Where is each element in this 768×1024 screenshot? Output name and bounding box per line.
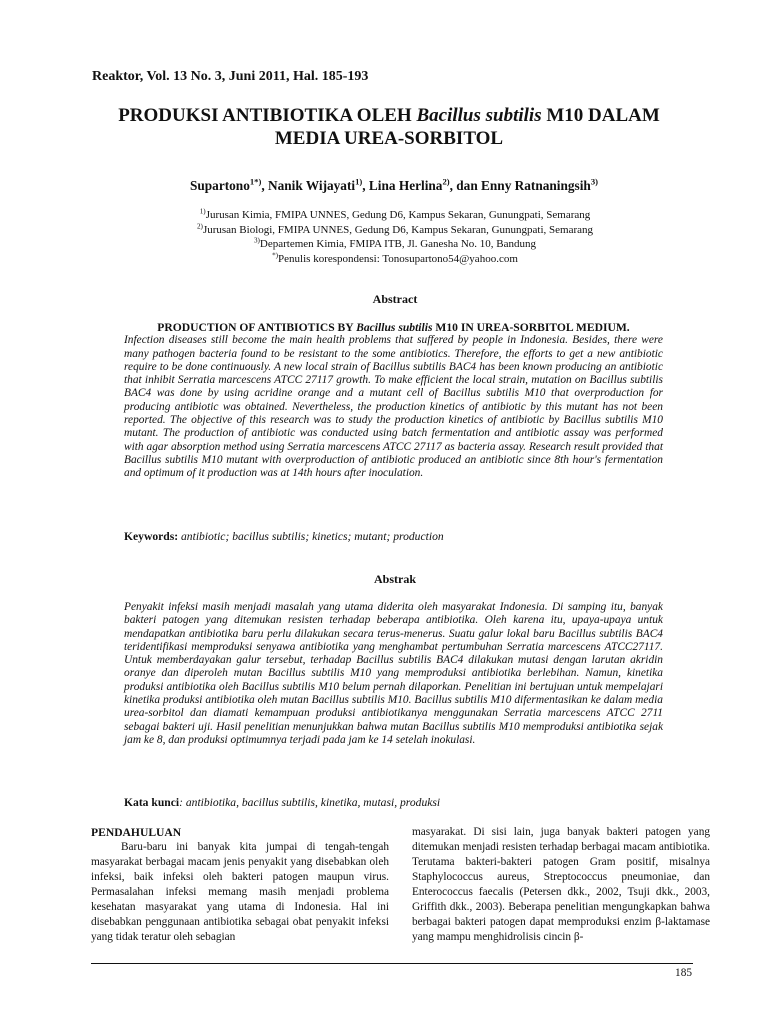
author: Supartono$^{1*)}$, [189,176,268,193]
keywords: Keywords: antibiotic; bacillus subtilis; kinetics; mutant; production [124,530,444,543]
abstract-title: PRODUCTION OF ANTIBIOTICS BY Bacillus subtilis M10 IN UREA-SORBITOL MEDIUM. [157,321,630,334]
abstrak-body: Penyakit infeksi masih menjadi masalah yang utama diderita oleh masyarakat Indonesia. Di samping itu, banyak bakteri patogen yang ditemukan resisten terhadap beberapa antibiotika. Oleh karena itu, upaya-upaya untuk mendapatkan antibiotika baru perlu dilakukan secara terus-menerus. Suatu galur lokal baru Bacillus subtilis BAC4 teridentifikasi memproduksi senyawa antibiotika yang menghambat pertumbuhan Serratia marcescens ATCC27117. Untuk memberdayakan galur tersebut, terhadap Bacillus subtilis BAC4 dilakukan mutasi dengan larutan akridin oranye dan diperoleh mutan Bacillus subtilis M10 yang memproduksi antibiotika berlebihan. Namun, kinetika produksi antibiotika oleh Bacillus subtilis M10 belum pernah dilaporkan. Penelitian ini bertujuan untuk mempelajari kinetika produksi antibiotika oleh mutan Bacillus subtilis M10. Bacillus subtilis M10 difermentasikan ke dalam media urea-sorbitol dan diamati kemampuan produksi antibiotikanya menggunakan Serratia marcescens ATCC 2711 sebagai bakteri uji. Hasil penelitian menunjukkan bahwa mutan Bacillus subtilis M10 memproduksi antibiotika sejak jam ke 8, dan produksi optimumnya terjadi pada jam ke 14 setelah inokulasi. [124,601,663,746]
page-number: 185 [675,967,692,979]
abstrak-heading: Abstrak [373,572,416,586]
author-list [80,178,708,194]
affiliation: $^{1)}$Jurusan Kimia, FMIPA UNNES, Gedung D6, Kampus Sekaran, Gunungpati, Semarang [199,207,591,221]
paper-title [80,104,698,150]
affiliation: $^{2)}$Jurusan Biologi, FMIPA UNNES, Gedung D6, Kampus Sekaran, Gunungpati, Semarang [196,221,594,236]
intro-right-text: masyarakat. Di sisi lain, juga banyak bakteri patogen yang ditemukan menjadi resisten terhadap berbagai macam antibiotika. Terutama bakteri-bakteri patogen Gram positif, misalnya Staphylococcus aureus, Streptococcus pneumoniae, dan Enterococcus faecalis (Petersen dkk., 2002, Tsuji dkk., 2003, Griffith dkk., 2003). Beberapa penelitian mengungkapkan bahwa berbagai bakteri patogen dapat memproduksi enzim β-laktamase yang mampu menghidrolisis cincin β- [412,826,710,943]
abstract-block [124,321,663,481]
affiliations [90,208,700,266]
affiliation-corresponding: *)Penulis korespondensi: Tonosupartono54@yahoo.com [272,251,518,265]
title-line-2: MEDIA UREA-SORBITOL [274,128,504,149]
intro-heading: PENDAHULUAN [91,826,182,839]
kata-kunci: Kata kunci: antibiotika, bacillus subtilis, kinetika, mutasi, produksi [124,796,441,809]
title-line-1: PRODUKSI ANTIBIOTIKA OLEH Bacillus subtilis M10 DALAM [118,105,660,126]
affiliation: $^{3)}$Departemen Kimia, FMIPA ITB, Jl. Ganesha No. 10, Bandung [253,236,537,251]
author: Lina Herlina$^{2)}$, dan [368,176,482,193]
intro-left-column [91,825,389,945]
intro-left-text: Baru-baru ini banyak kita jumpai di tengah-tengah masyarakat berbagai macam jenis penyakit yang disebabkan oleh infeksi, baik infeksi oleh bakteri patogen maupun virus. Permasalahan infeksi memang masih menjadi problema kesehatan masyarakat yang utama di Indonesia. Hal ini disebabkan penggunaan antibiotika sebagai obat penyakit infeksi yang tidak teratur oleh sebagian [91,841,389,943]
abstract-body: Infection diseases still become the main health problems that suffered by people in Indonesia. Besides, there were many pathogen bacteria found to be resistant to the some antibiotics. Therefore, the efforts to get a new antibiotic require to be done continuously. A new local strain of Bacillus subtilis BAC4 has been known producing an antibiotic that inhibit Serratia marcescens ATCC 27117 growth. To make efficient the local strain, mutation on Bacillus subtilis BAC4 was done by using acridine orange and a mutant cell of Bacillus subtilis M10 that overproduction for producing antibiotic was obtained. Nevertheless, the production kinetics of antibiotic by this mutant has not been reported. The objective of this research was to study the production kinetics of antibiotic by Bacillus subtilis M10 mutant. The production of antibiotic was conducted using batch fermentation and antibiotic assay was performed with agar absorption method using Serratia marcescens ATCC 27117 as bacteria assay. Research result provided that Bacillus subtilis M10 mutant with overproduction of antibiotic produced an antibiotic since 8th hour's fermentation and optimum of it production was at 14th hours after inoculation. [124,334,663,480]
abstract-heading: Abstract [372,292,418,306]
footer-rule [91,963,693,964]
author: Enny Ratnaningsih$^{3)}$ [481,176,598,193]
intro-right-column [412,825,710,945]
author: Nanik Wijayati$^{1)}$, [268,176,369,193]
journal-citation: Reaktor, Vol. 13 No. 3, Juni 2011, Hal. 185-193 [92,69,369,84]
abstrak-block [124,601,663,747]
